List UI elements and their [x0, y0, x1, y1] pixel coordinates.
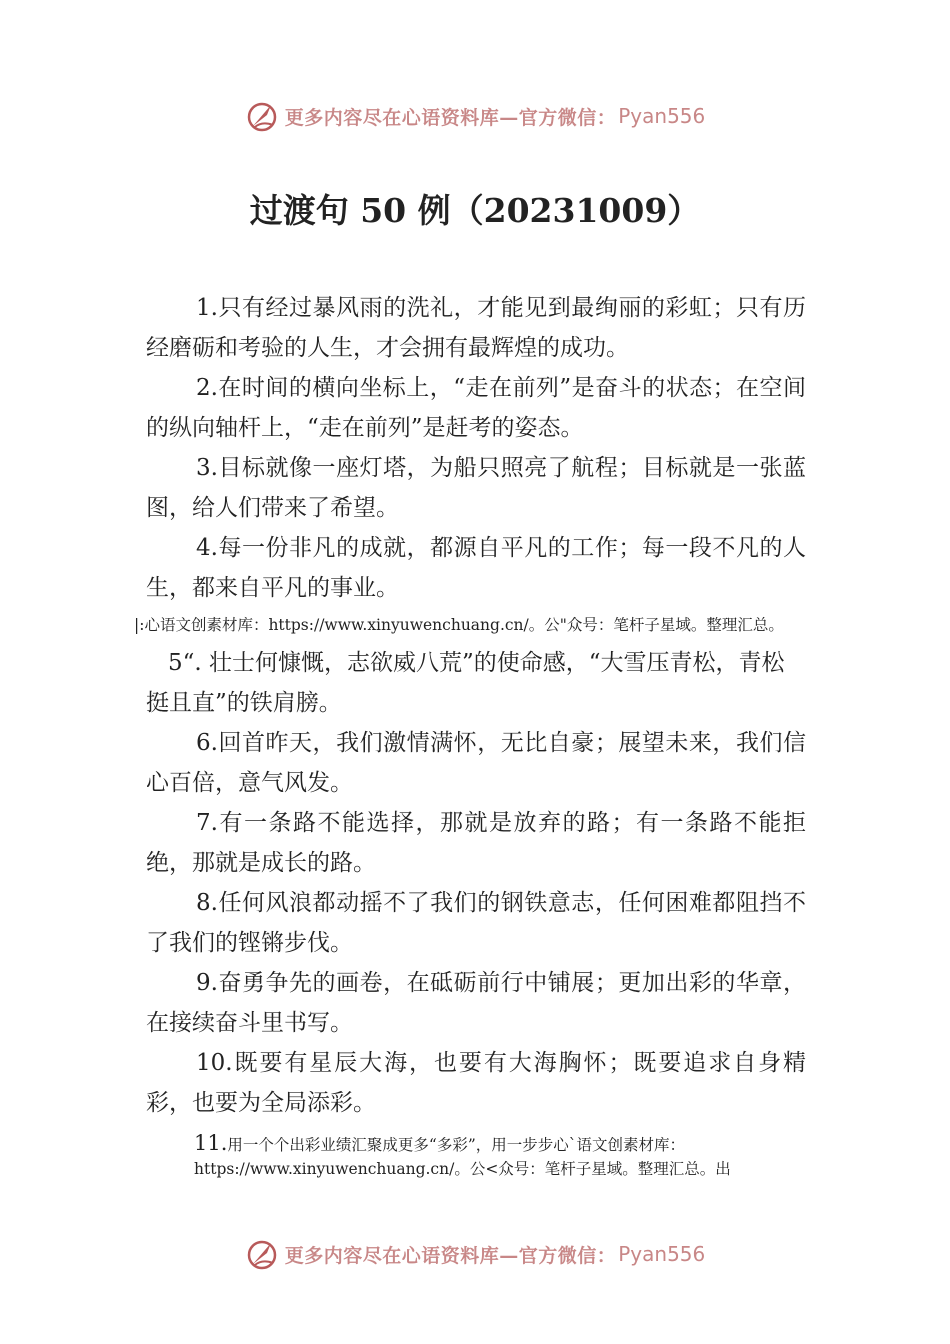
banner-wechat-id: Pyan556 [618, 104, 706, 128]
paragraph-8: 8.任何风浪都动摇不了我们的钢铁意志，任何困难都阻挡不了我们的铿锵步伐。 [146, 890, 806, 956]
document-body [134, 288, 806, 1181]
paragraph-9: 9.奋勇争先的画卷，在砥砺前行中铺展；更加出彩的华章，在接续奋斗里书写。 [146, 970, 806, 1036]
paragraph-11 [194, 1131, 834, 1181]
header-banner [0, 96, 950, 136]
paragraph-11-text: 用一个个出彩业绩汇聚成更多“多彩”，用一步步心`语文创素材库：https://www.xinyuwenchuang.cn/。公<众号：笔杆子星域。整理汇总。出 [194, 1136, 731, 1178]
paragraph-2: 2.在时间的横向坐标上，“走在前列”是奋斗的状态；在空间的纵向轴杆上，“走在前列”是赶考的姿态。 [146, 375, 806, 441]
paragraph-6: 6.回首昨天，我们激情满怀，无比自豪；展望未来，我们信心百倍，意气风发。 [146, 730, 806, 796]
paragraph-1: 1.只有经过暴风雨的洗礼，才能见到最绚丽的彩虹；只有历经磨砺和考验的人生，才会拥有最辉煌的成功。 [146, 295, 806, 361]
source-note: |:心语文创素材库：https://www.xinyuwenchuang.cn/。公"众号：笔杆子星域。整理汇总。 [134, 616, 784, 634]
page-title: 过渡句 50 例（20231009） [249, 191, 701, 230]
paragraph-4: 4.每一份非凡的成就，都源自平凡的工作；每一段不凡的人生，都来自平凡的事业。 [146, 535, 806, 601]
footer-banner [0, 1234, 950, 1274]
quill-logo-icon [245, 99, 279, 133]
banner-text: 更多内容尽在心语资料库—官方微信： [284, 106, 617, 129]
paragraph-10: 10.既要有星辰大海，也要有大海胸怀；既要追求自身精彩，也要为全局添彩。 [146, 1050, 806, 1116]
quill-logo-icon [245, 1237, 279, 1271]
paragraph-11-number: 11. [194, 1131, 228, 1155]
banner-wechat-id: Pyan556 [618, 1242, 706, 1266]
paragraph-7: 7.有一条路不能选择，那就是放弃的路；有一条路不能拒绝，那就是成长的路。 [146, 810, 806, 876]
paragraph-5: 5“. 壮士何慷慨，志欲威八荒”的使命感，“大雪压青松，青松挺且直”的铁肩膀。 [146, 650, 785, 716]
banner-text: 更多内容尽在心语资料库—官方微信： [284, 1244, 617, 1267]
paragraph-3: 3.目标就像一座灯塔，为船只照亮了航程；目标就是一张蓝图，给人们带来了希望。 [146, 455, 806, 521]
